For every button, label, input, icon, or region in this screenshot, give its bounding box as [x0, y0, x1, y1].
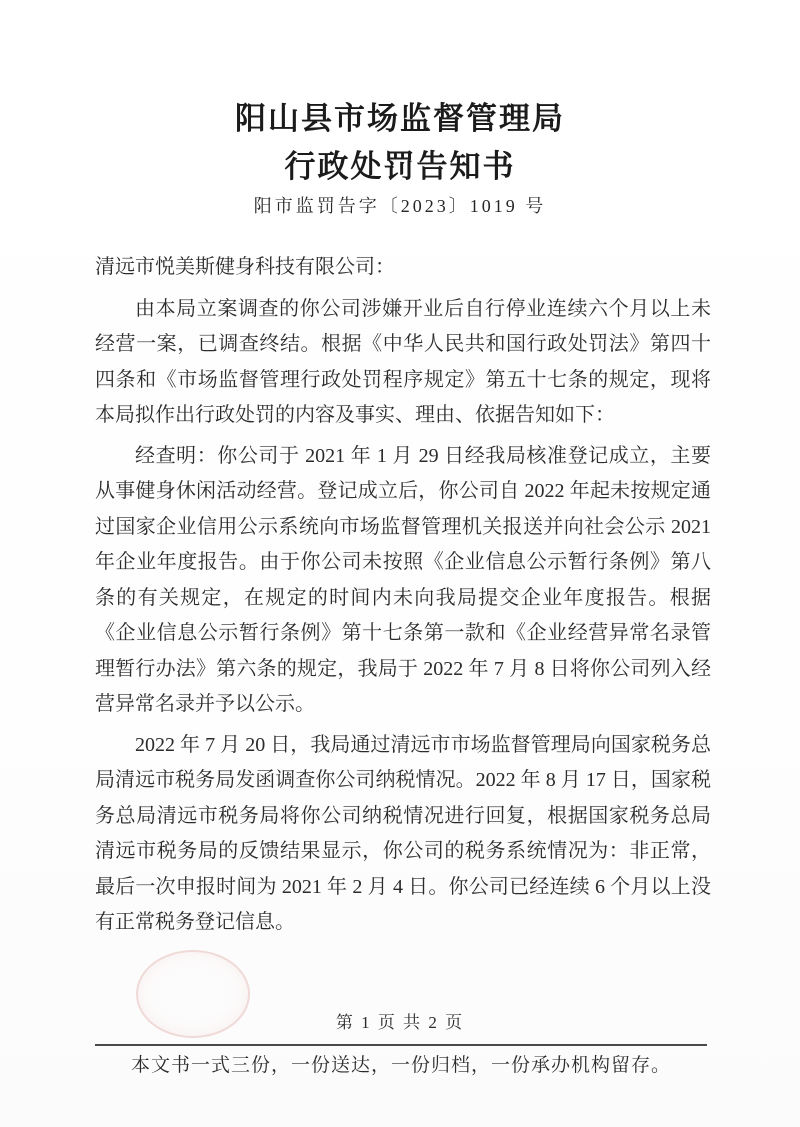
paragraph-case-summary: 由本局立案调查的你公司涉嫌开业后自行停业连续六个月以上未经营一案，已调查终结。根据《中华人民共和国行政处罚法》第四十四条和《市场监督管理行政处罚程序规定》第五十七条的规定，现将本局拟作出行政处罚的内容及事实、理由、依据告知如下： — [95, 297, 711, 426]
paragraph-findings: 经查明：你公司于 2021 年 1 月 29 日经我局核准登记成立，主要从事健身休闲活动经营。登记成立后，你公司自 2022 年起未按规定通过国家企业信用公示系统向市场监督管理机关报送并向社会公示 2021 年企业年度报告。由于你公司未按照《企业信息公示暂行条例》第八条的有关规定，在规定的时间内未向我局提交企业年度报告。根据《企业信息公示暂行条例》第十七条第一款和《企业经营异常名录管理暂行办法》第六条的规定，我局于 2022 年 7 月 8 日将你公司列入经营异常名录并予以公示。 — [95, 444, 711, 715]
document-body — [95, 250, 711, 946]
paragraph-tax-investigation: 2022 年 7 月 20 日，我局通过清远市市场监督管理局向国家税务总局清远市税务局发函调查你公司纳税情况。2022 年 8 月 17 日，国家税务总局清远市税务局将你公司纳税情况进行回复，根据国家税务总局清远市税务局的反馈结果显示，你公司的税务系统情况为：非正常，最后一次申报时间为 2021 年 2 月 4 日。你公司已经连续 6 个月以上没有正常税务登记信息。 — [95, 733, 711, 933]
recipient-line: 清远市悦美斯健身科技有限公司： — [95, 256, 395, 278]
title-authority: 阳山县市场监督管理局 — [235, 101, 565, 136]
title-document-type: 行政处罚告知书 — [284, 149, 516, 184]
page-indicator: 第 1 页 共 2 页 — [335, 1013, 465, 1032]
footer-distribution-note: 本文书一式三份，一份送达，一份归档，一份承办机构留存。 — [130, 1055, 671, 1076]
footer-divider — [95, 1044, 707, 1046]
document-number: 阳市监罚告字〔2023〕1019 号 — [253, 196, 547, 216]
document-title — [0, 95, 800, 191]
